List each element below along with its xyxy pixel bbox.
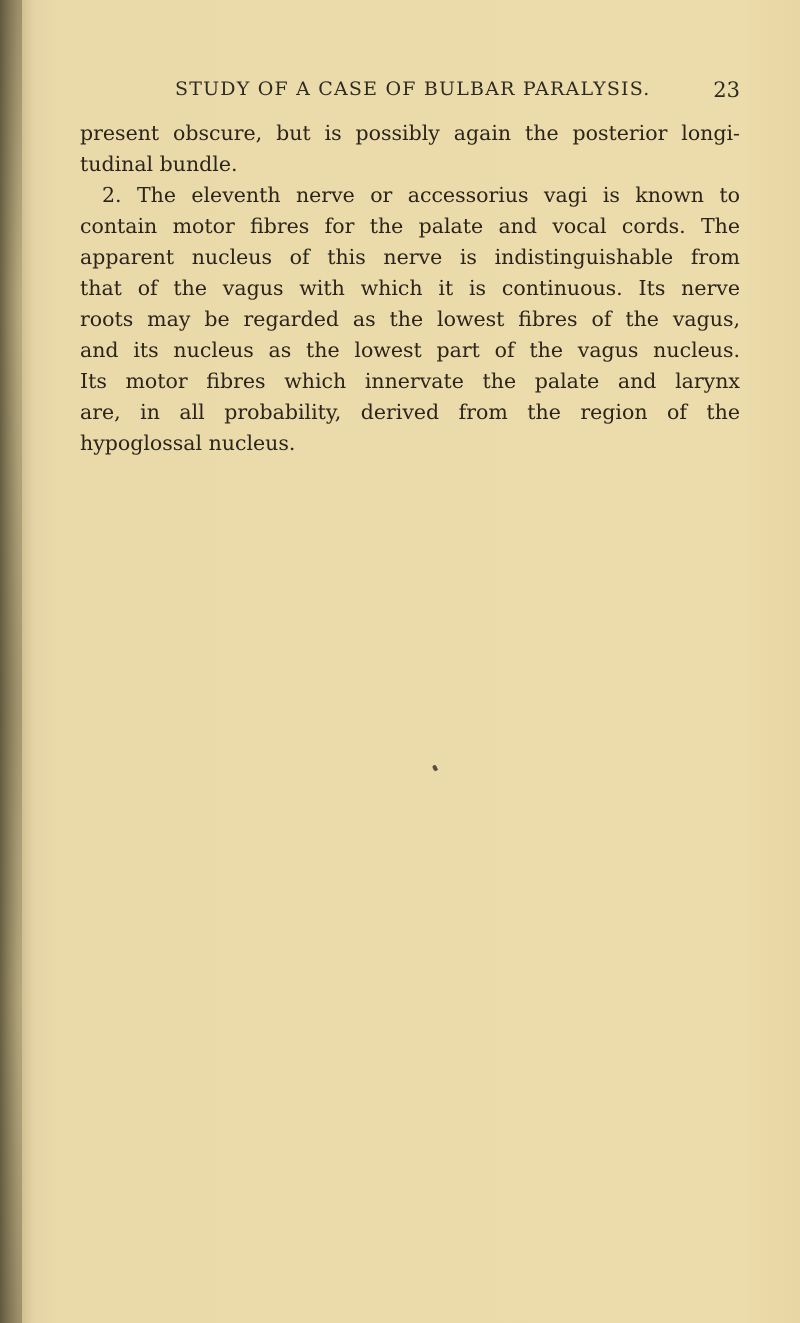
text-line: roots may be regarded as the lowest fibres of the vagus,	[80, 307, 740, 331]
text-line: 2. The eleventh nerve or accessorius vagi is known to	[102, 183, 740, 207]
text-line: and its nucleus as the lowest part of the vagus nucleus.	[80, 338, 740, 362]
body-text	[80, 118, 740, 459]
ink-speck	[432, 764, 438, 771]
text-line: are, in all probability, derived from the region of the	[80, 400, 740, 424]
page-number: 23	[713, 78, 740, 102]
running-head	[80, 78, 740, 108]
running-title: STUDY OF A CASE OF BULBAR PARALYSIS.	[175, 78, 651, 100]
text-line: Its motor fibres which innervate the palate and larynx	[80, 369, 740, 393]
text-line: present obscure, but is possibly again the posterior longi-	[80, 121, 740, 145]
text-line: tudinal bundle.	[80, 152, 238, 176]
text-line: apparent nucleus of this nerve is indistinguishable from	[80, 245, 740, 269]
text-line: contain motor fibres for the palate and vocal cords. The	[80, 214, 740, 238]
text-line: that of the vagus with which it is continuous. Its nerve	[80, 276, 740, 300]
text-line: hypoglossal nucleus.	[80, 431, 296, 455]
